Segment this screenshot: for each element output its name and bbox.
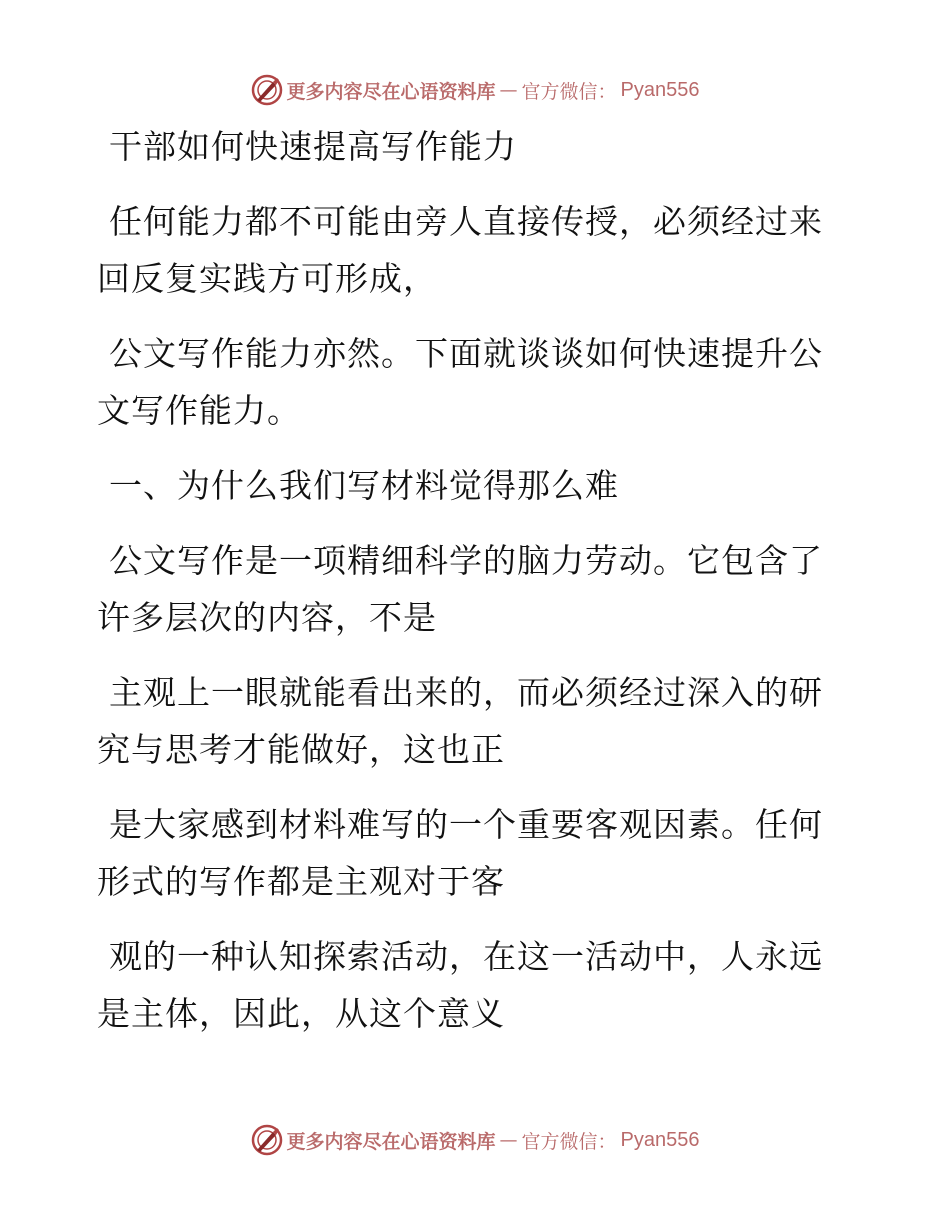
wechat-id: Pyan556 — [620, 1128, 700, 1151]
site-name: 更多内容尽在心语资料库 — [286, 80, 496, 103]
footer-banner-inner — [251, 1124, 700, 1156]
site-name: 更多内容尽在心语资料库 — [286, 1130, 496, 1153]
wechat-id: Pyan556 — [620, 78, 700, 101]
paragraph — [97, 796, 837, 910]
paragraph-text: 主观上一眼就能看出来的，而必须经过深入的研究与思考才能做好，这也正 — [97, 673, 823, 769]
paragraph-text: 任何能力都不可能由旁人直接传授，必须经过来回反复实践方可形成， — [97, 202, 823, 298]
paragraph-text: 公文写作是一项精细科学的脑力劳动。它包含了许多层次的内容，不是 — [97, 541, 823, 637]
paragraph — [97, 325, 837, 439]
paragraph — [97, 193, 837, 307]
paragraph-text: 观的一种认知探索活动，在这一活动中，人永远是主体，因此，从这个意义 — [97, 937, 823, 1033]
wechat-label: 官方微信： — [521, 1130, 617, 1153]
header-banner-inner — [251, 74, 700, 106]
paragraph-text: 公文写作能力亦然。下面就谈谈如何快速提升公文写作能力。 — [97, 334, 823, 430]
paragraph — [97, 532, 837, 646]
paragraph — [97, 928, 837, 1042]
paragraph-text: 是大家感到材料难写的一个重要客观因素。任何形式的写作都是主观对于客 — [97, 805, 823, 901]
paragraph-text: 干部如何快速提高写作能力 — [109, 127, 517, 166]
paragraph-text: 一、为什么我们写材料觉得那么难 — [109, 466, 619, 505]
document-body — [97, 118, 837, 1060]
pen-logo-icon — [251, 1124, 283, 1156]
section-heading — [97, 457, 837, 514]
header-banner — [0, 70, 950, 110]
pen-logo-icon — [251, 74, 283, 106]
banner-separator: — — [499, 1129, 518, 1151]
paragraph — [97, 664, 837, 778]
wechat-label: 官方微信： — [521, 80, 617, 103]
document-title — [97, 118, 837, 175]
footer-banner — [0, 1120, 950, 1160]
banner-separator: — — [499, 79, 518, 101]
